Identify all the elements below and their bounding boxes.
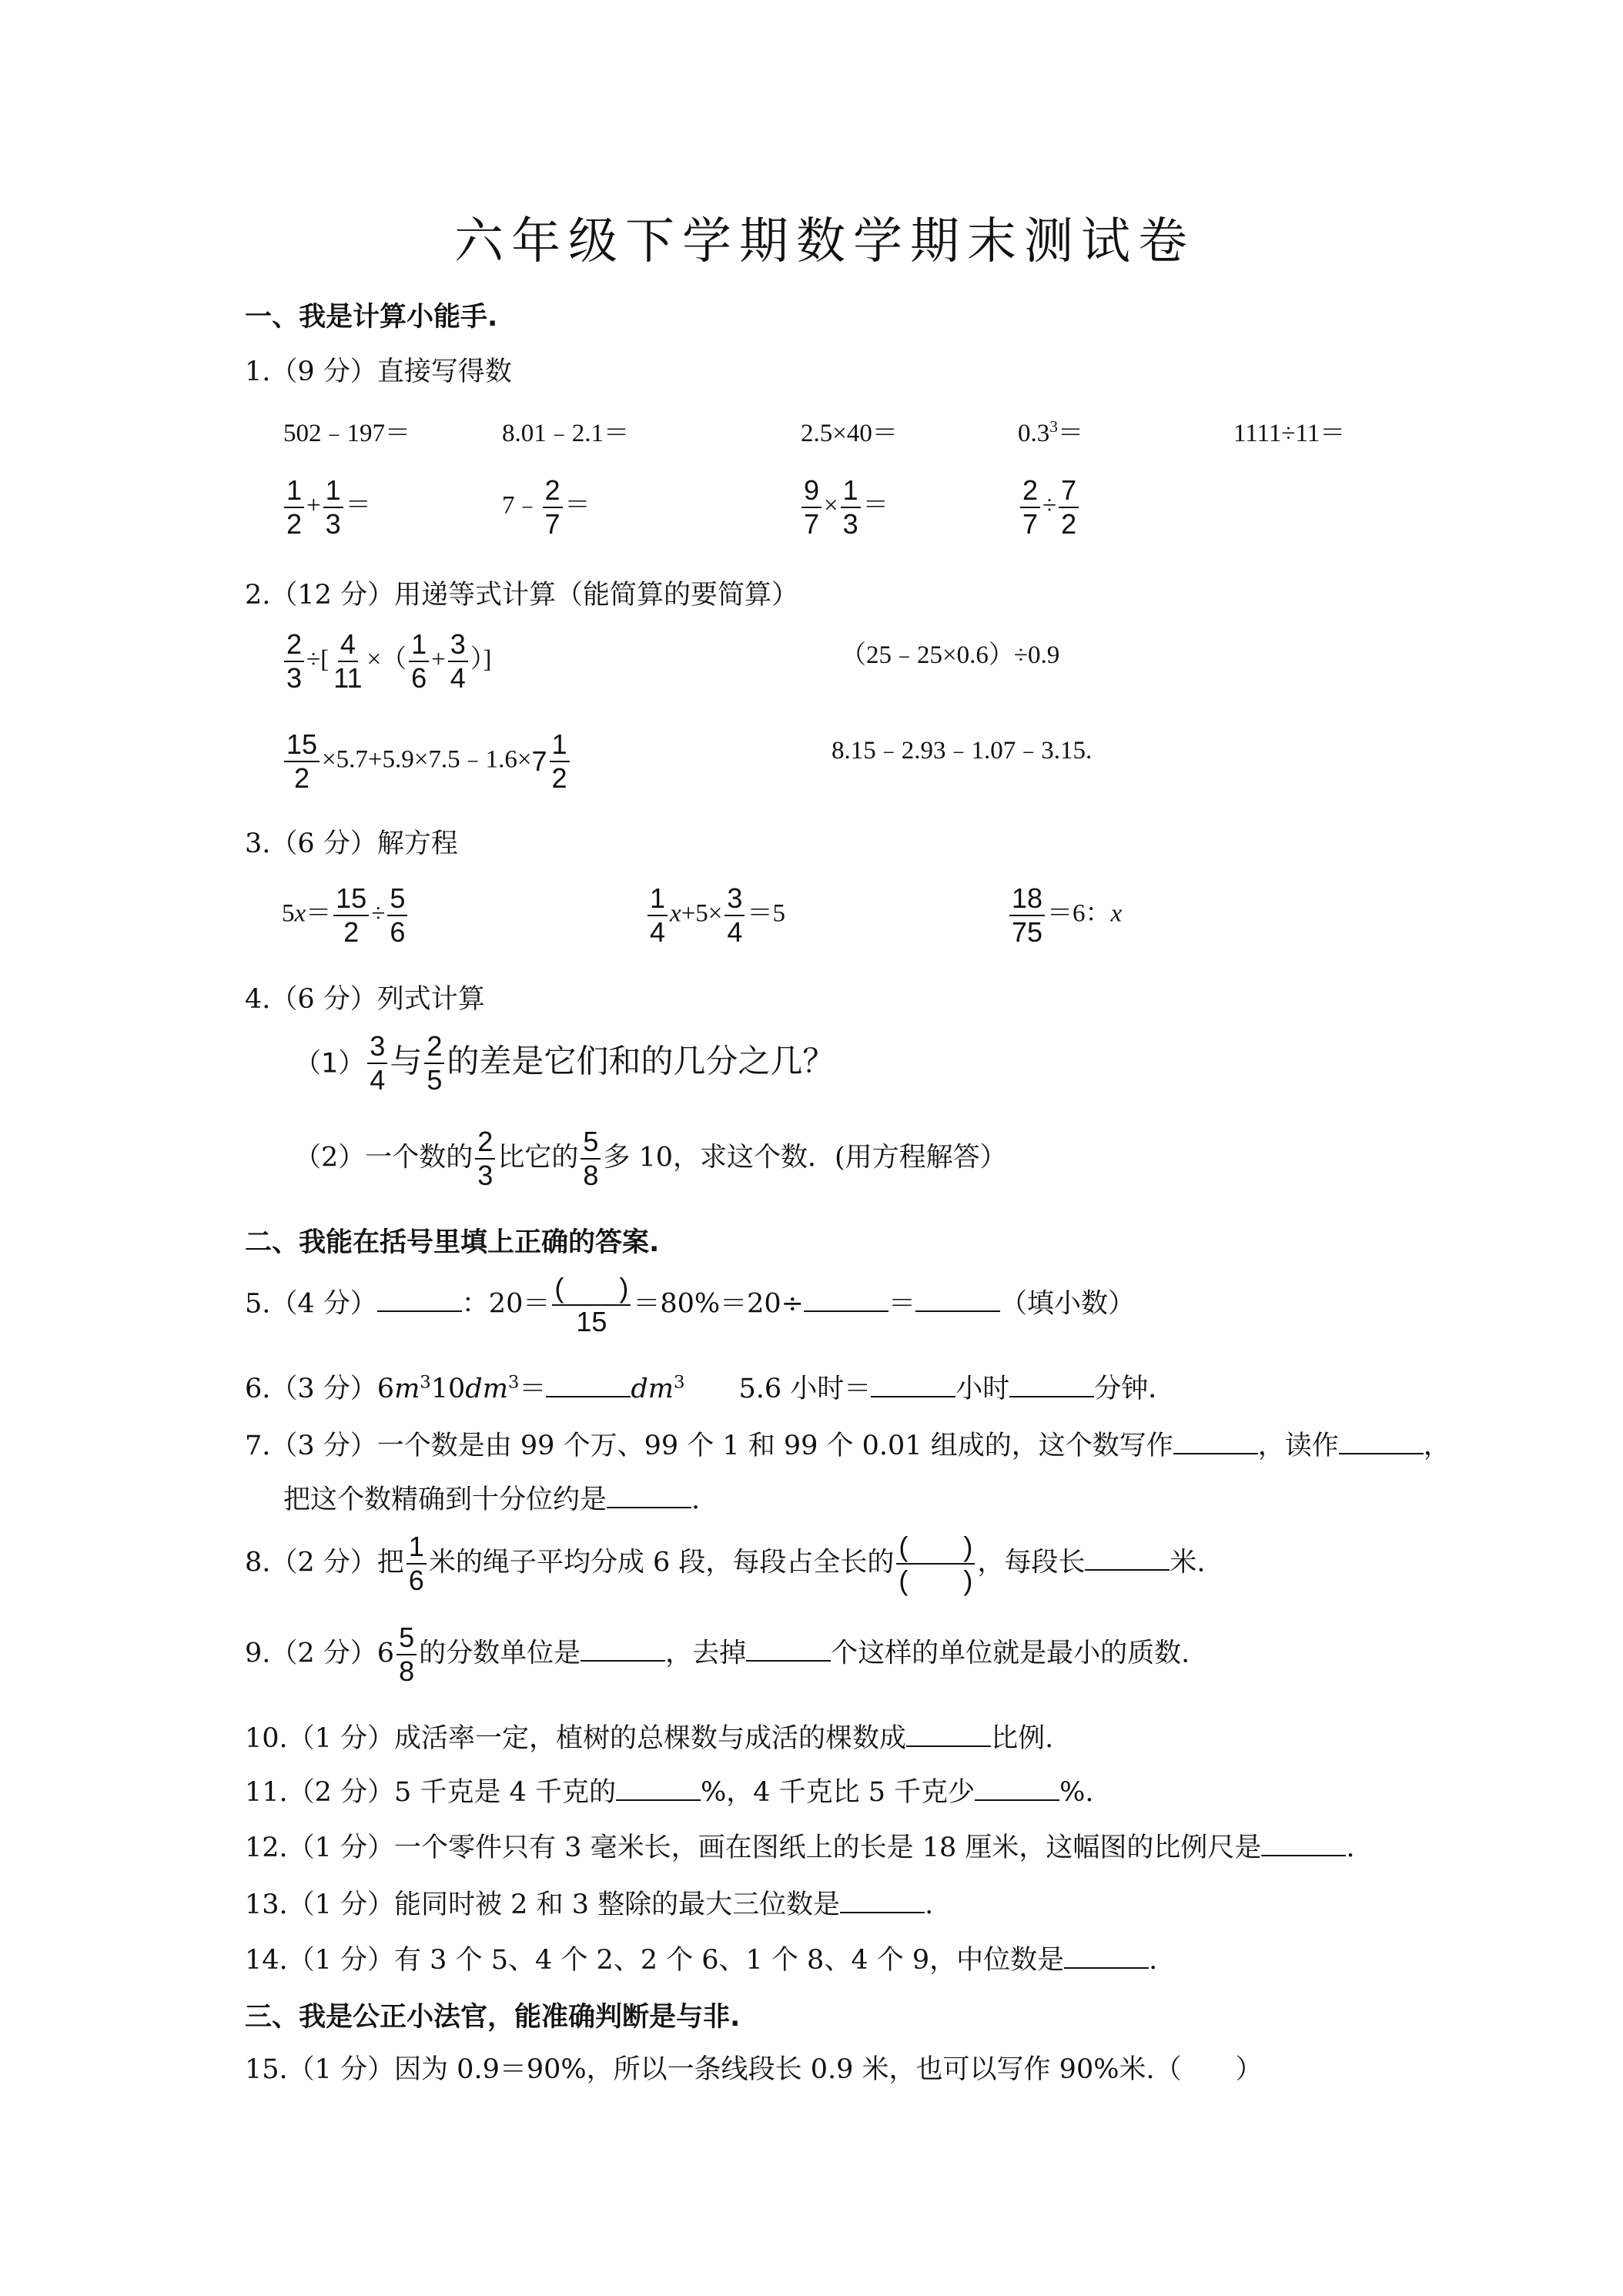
question-1-label: 1.（9 分）直接写得数 [245,356,512,387]
question-14: 14.（1 分）有 3 个 5、4 个 2、2 个 6、1 个 8、4 个 9，中位数是 . [245,1939,1157,1977]
answer-blank[interactable] [871,1369,955,1397]
answer-blank[interactable] [1064,1940,1149,1969]
answer-blank[interactable] [616,1772,701,1801]
answer-blank[interactable] [607,1480,691,1508]
q1-calc-2: 8.01﹣2.1＝ [502,420,629,447]
question-3-label: 3.（6 分）解方程 [245,828,458,859]
answer-blank[interactable] [906,1719,991,1747]
q2-expr-3: $\frac{15}{2}$ ×5.7+5.9×7.5﹣1.6× 7 $\frac{1}{2}$ [282,730,572,793]
answer-blank[interactable] [546,1369,631,1397]
section-heading-1: 一、我是计算小能手. [245,302,498,333]
section-heading-3: 三、我是公正小法官，能准确判断是与非. [245,2002,741,2033]
answer-blank[interactable] [746,1633,831,1662]
q1-calc-1: 502﹣197＝ [283,420,410,447]
answer-blank[interactable] [975,1772,1059,1801]
answer-blank[interactable] [377,1284,462,1312]
q2-expr-2: （25﹣25×0.6）÷0.9 [841,641,1060,669]
answer-blank[interactable] [1339,1426,1424,1454]
page-title: 六年级下学期数学期末测试卷 [454,213,1195,270]
question-8: 8.（2 分）把 $\frac{1}{6}$ 米的绳子平均分成 6 段，每段占全长的 $\frac{( )}{( )}$ ，每段长 米. [245,1531,1206,1596]
question-7: 7.（3 分）一个数是由 99 个万、99 个 1 和 99 个 0.01 组成的，这个数写作 ，读作 ， [245,1424,1451,1463]
question-9: 9.（2 分）6 $\frac{5}{8}$ 的分数单位是 ，去掉 个这样的单位就是最小的质数. [245,1622,1190,1687]
answer-blank[interactable] [1009,1369,1094,1397]
question-15: 15.（1 分）因为 0.9＝90%，所以一条线段长 0.9 米，也可以写作 90%米.（ ） [245,2054,1263,2085]
q3-equation-3: $\frac{18}{75}$ ＝6：x [1007,884,1122,947]
q3-equation-2: $\frac{1}{4}$ x+5× $\frac{3}{4}$ ＝5 [645,884,785,947]
q1-calc-4: $0.3^3=$ [1018,417,1083,447]
question-12: 12.（1 分）一个零件只有 3 毫米长，画在图纸上的长是 18 厘米，这幅图的比例尺是 . [245,1826,1355,1865]
q1-calc-6: $\frac{1}{2}$ + $\frac{1}{3}$ ＝ [282,476,371,539]
answer-blank[interactable] [840,1885,925,1913]
question-10: 10.（1 分）成活率一定，植树的总棵数与成活的棵数成 比例. [245,1717,1053,1755]
question-5: 5.（4 分） ：20＝ $\frac{( )}{15}$ ＝80%＝20÷ ＝ （填小数） [245,1272,1136,1337]
q1-calc-8: $\frac{9}{7}$ × $\frac{1}{3}$ ＝ [799,476,888,539]
answer-blank[interactable] [804,1284,888,1312]
question-7-line-2: 把这个数精确到十分位约是 . [283,1478,700,1517]
answer-blank[interactable] [915,1284,1000,1312]
answer-blank[interactable] [1261,1828,1346,1856]
q1-calc-3: 2.5×40＝ [801,420,898,447]
q3-equation-1: 5x＝ $\frac{15}{2}$ ÷ $\frac{5}{6}$ [282,884,410,947]
question-4-label: 4.（6 分）列式计算 [245,984,485,1015]
section-heading-2: 二、我能在括号里填上正确的答案. [245,1227,660,1258]
q2-expr-4: 8.15﹣2.93﹣1.07﹣3.15. [832,737,1093,765]
question-13: 13.（1 分）能同时被 2 和 3 整除的最大三位数是 . [245,1883,933,1922]
question-2-label: 2.（12 分）用递等式计算（能简算的要简算） [245,580,799,611]
answer-blank[interactable] [581,1633,665,1662]
question-6: 6.（3 分）$6m^310dm^3= dm^3$ 5.6 小时＝ 小时 分钟． [245,1367,1175,1406]
q1-calc-5: 1111÷11＝ [1233,420,1346,447]
q4-part-1: （1） $\frac{3}{4}$ 与 $\frac{2}{5}$ 的差是它们和的几分之几？ [294,1030,835,1096]
question-11: 11.（2 分）5 千克是 4 千克的 %，4 千克比 5 千克少 %. [245,1771,1094,1809]
q1-calc-7: 7﹣ $\frac{2}{7}$ ＝ [502,474,591,540]
answer-blank[interactable] [1173,1426,1258,1454]
q1-calc-9: $\frac{2}{7}$ ÷ $\frac{7}{2}$ [1018,476,1081,539]
q4-part-2: （2）一个数的 $\frac{2}{3}$ 比它的 $\frac{5}{8}$ 多 10，求这个数．(用方程解答） [294,1126,1007,1191]
q2-expr-1: $\frac{2}{3}$ ÷[ $\frac{4}{11}$ ×（ $\frac{1}{6}$ + $\frac{3}{4}$ ）] [282,630,491,693]
answer-blank[interactable] [1085,1542,1170,1571]
